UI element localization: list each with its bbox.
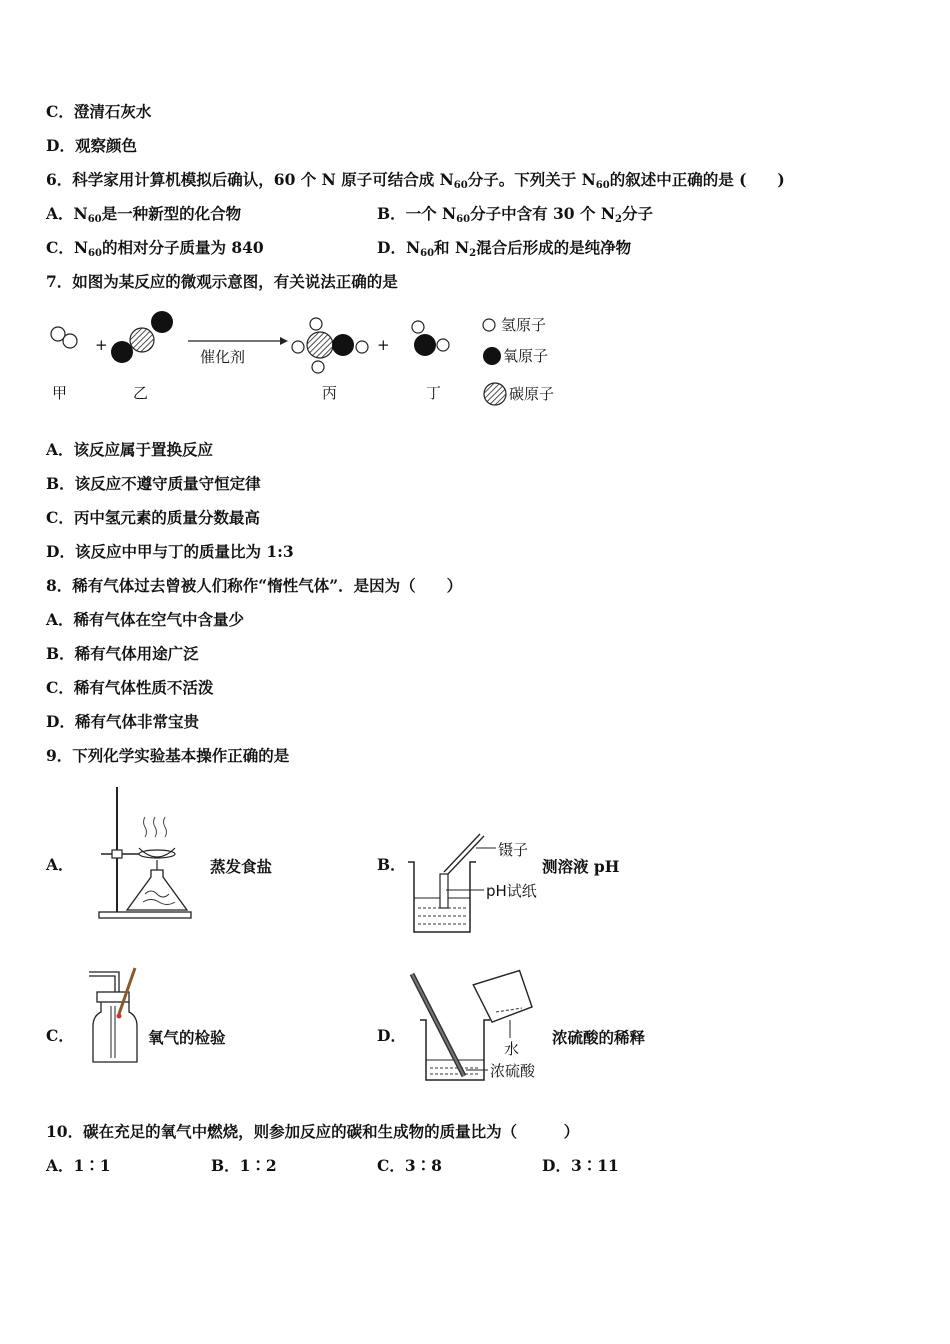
q9-option-d-caption: 浓硫酸的稀释 [552, 1028, 646, 1047]
q6-option-d: D．$N_{60}$和 $N_2$混合后形成的是纯净物 [377, 238, 632, 259]
q7-option-d: D．该反应中甲与丁的质量比为 1:3 [46, 542, 294, 561]
label-tweezers: 镊子 [498, 841, 529, 859]
q8-option-b: B．稀有气体用途广泛 [46, 644, 199, 663]
label-ph-paper: pH试纸 [486, 882, 537, 900]
molecule-ding [412, 321, 449, 356]
q9-option-a-letter: A． [46, 855, 74, 874]
oxygen-test-apparatus [85, 966, 155, 1066]
q9-option-b-caption: 测溶液 pH [542, 857, 620, 876]
label-ding: 丁 [426, 384, 442, 402]
evaporation-apparatus [95, 782, 215, 922]
q6-option-c: C．$N_{60}$的相对分子质量为 840 [46, 238, 264, 259]
molecule-bing [292, 318, 368, 373]
q6-option-b: B．一个 $N_{60}$分子中含有 30 个 $N_2$分子 [377, 204, 654, 225]
reaction-arrow [188, 337, 288, 345]
label-jia: 甲 [52, 384, 68, 402]
molecule-jia [51, 327, 77, 348]
legend-oxygen-label: 氧原子 [503, 347, 549, 365]
q6-stem: 6．科学家用计算机模拟后确认，60 个 N 原子可结合成 $N_{60}$分子。下列关于 $N_{60}$的叙述中正确的是 ( ) [46, 170, 785, 191]
q5-option-c: C．澄清石灰水 [46, 102, 152, 121]
q8-option-d: D．稀有气体非常宝贵 [46, 712, 199, 731]
q9-option-a-caption: 蒸发食盐 [210, 857, 273, 876]
label-bing: 丙 [322, 384, 338, 402]
q10-option-d: D．3∶11 [542, 1156, 619, 1175]
plus-sign-1: + [95, 336, 108, 354]
molecule-yi [111, 311, 173, 363]
q8-option-c: C．稀有气体性质不活泼 [46, 678, 214, 697]
q10-option-b: B．1∶2 [211, 1156, 277, 1175]
q9-option-b-letter: B． [377, 855, 406, 874]
legend-hydrogen-swatch [483, 319, 495, 331]
q8-option-a: A．稀有气体在空气中含量少 [46, 610, 245, 629]
q7-stem: 7．如图为某反应的微观示意图，有关说法正确的是 [46, 272, 398, 291]
q9-option-d-letter: D． [377, 1026, 406, 1045]
q6-option-a: A．$N_{60}$是一种新型的化合物 [46, 204, 242, 225]
legend-carbon-swatch [484, 383, 506, 405]
q5-option-d: D．观察颜色 [46, 136, 137, 155]
label-water: 水 [504, 1040, 520, 1058]
acid-dilution-apparatus [402, 968, 562, 1088]
q9-option-c-caption: 氧气的检验 [148, 1028, 226, 1047]
catalyst-label: 催化剂 [200, 348, 246, 366]
label-conc-acid: 浓硫酸 [490, 1062, 536, 1080]
plus-sign-2: + [377, 336, 390, 354]
legend-hydrogen-label: 氢原子 [501, 316, 547, 334]
q10-stem: 10．碳在充足的氧气中燃烧，则参加反应的碳和生成物的质量比为（ ） [46, 1122, 580, 1141]
q10-option-c: C．3∶8 [377, 1156, 442, 1175]
reaction-diagram [40, 305, 600, 415]
q9-option-c-letter: C． [46, 1026, 74, 1045]
legend-oxygen-swatch [483, 347, 501, 365]
q7-option-a: A．该反应属于置换反应 [46, 440, 214, 459]
legend-carbon-label: 碳原子 [509, 385, 555, 403]
q7-option-b: B．该反应不遵守质量守恒定律 [46, 474, 261, 493]
q8-stem: 8．稀有气体过去曾被人们称作“惰性气体”．是因为（ ） [46, 576, 463, 595]
q7-option-c: C．丙中氢元素的质量分数最高 [46, 508, 260, 527]
legend [483, 316, 554, 405]
q9-stem: 9．下列化学实验基本操作正确的是 [46, 746, 290, 765]
q10-option-a: A．1∶1 [46, 1156, 111, 1175]
ph-test-apparatus [402, 828, 552, 938]
label-yi: 乙 [133, 384, 149, 402]
